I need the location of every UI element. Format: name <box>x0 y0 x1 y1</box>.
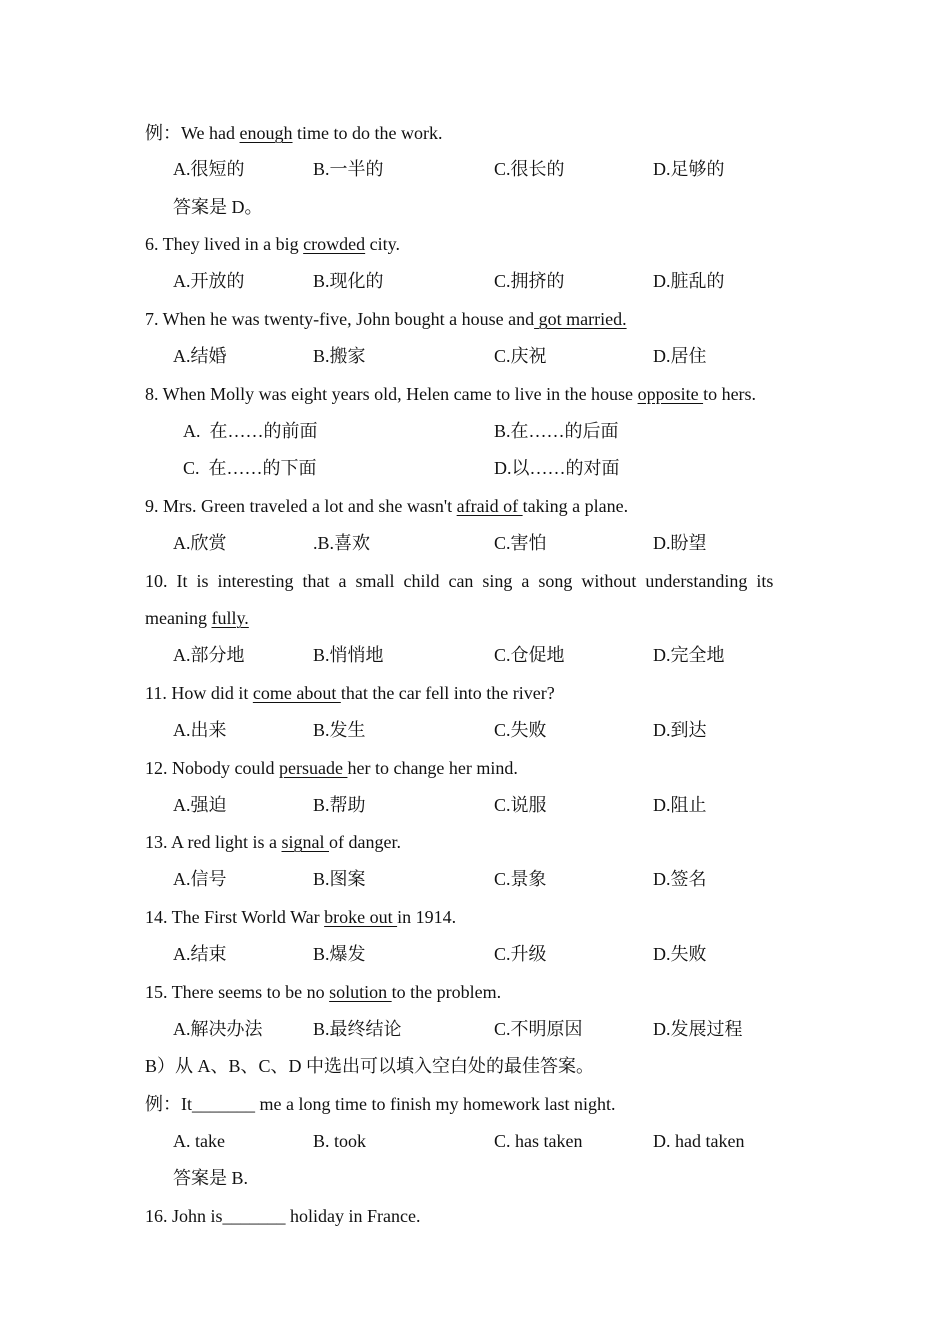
question-10-line2: meaning fully. <box>145 608 249 628</box>
option-b: B. took <box>313 1131 367 1151</box>
option-a: A.很短的 <box>173 159 245 179</box>
option-c: C.害怕 <box>494 533 547 553</box>
option-c: C.仓促地 <box>494 645 565 665</box>
option-a: A. take <box>173 1131 225 1151</box>
option-c: C.说服 <box>494 795 547 815</box>
option-d: D.足够的 <box>653 159 725 179</box>
option-a: A.结婚 <box>173 346 227 366</box>
option-d: D.失败 <box>653 944 707 964</box>
option-a: A.信号 <box>173 869 227 889</box>
option-a: A. 在……的前面 <box>183 421 318 441</box>
section-b-heading: B）从 A、B、C、D 中选出可以填入空白处的最佳答案。 <box>145 1056 595 1076</box>
question-7-options <box>0 345 950 367</box>
option-a: A.解决办法 <box>173 1019 263 1039</box>
question-8-options-row2 <box>0 457 950 479</box>
option-b: B.现化的 <box>313 271 384 291</box>
option-c: C.升级 <box>494 944 547 964</box>
option-a: A.强迫 <box>173 795 227 815</box>
option-a: A.部分地 <box>173 645 245 665</box>
question-9: 9. Mrs. Green traveled a lot and she wasn't afraid of taking a plane. <box>145 496 629 516</box>
option-d: D.盼望 <box>653 533 707 553</box>
option-b: B.最终结论 <box>313 1019 402 1039</box>
option-c: C.景象 <box>494 869 547 889</box>
question-14-options <box>0 943 950 965</box>
question-7: 7. When he was twenty-five, John bought a house and got married. <box>145 309 627 329</box>
question-13: 13. A red light is a signal of danger. <box>145 832 401 852</box>
question-6-options <box>0 270 950 292</box>
option-a: A.出来 <box>173 720 227 740</box>
underlined-word: got married. <box>534 309 627 329</box>
option-d: D.以……的对面 <box>494 458 620 478</box>
option-d: D.脏乱的 <box>653 271 725 291</box>
question-10-line1: 10. It is interesting that a small child can sing a song without understanding its <box>145 571 774 591</box>
underlined-word: come about <box>252 683 341 703</box>
option-c: C.失败 <box>494 720 547 740</box>
option-b: B.图案 <box>313 869 366 889</box>
option-b: B.悄悄地 <box>313 645 384 665</box>
option-b: B.发生 <box>313 720 366 740</box>
example-sentence: 例：We had enough time to do the work. <box>145 123 443 143</box>
option-c: C.很长的 <box>494 159 565 179</box>
question-15-options <box>0 1018 950 1040</box>
underlined-word: fully. <box>211 608 249 628</box>
question-12-options <box>0 794 950 816</box>
question-11: 11. How did it come about that the car fell into the river? <box>145 683 555 703</box>
question-10-options <box>0 644 950 666</box>
underlined-word: enough <box>239 123 293 143</box>
option-d: D.发展过程 <box>653 1019 743 1039</box>
option-a: A.欣赏 <box>173 533 227 553</box>
option-b: .B.喜欢 <box>313 533 371 553</box>
option-b: B.在……的后面 <box>494 421 619 441</box>
option-c: C. has taken <box>494 1131 583 1151</box>
option-b: B.搬家 <box>313 346 366 366</box>
question-16: 16. John is_______ holiday in France. <box>145 1206 421 1226</box>
section-b-example: 例：It_______ me a long time to finish my homework last night. <box>145 1094 616 1114</box>
question-14: 14. The First World War broke out in 1914. <box>145 907 457 927</box>
question-13-options <box>0 868 950 890</box>
question-8-options-row1 <box>0 420 950 442</box>
option-d: D.居住 <box>653 346 707 366</box>
underlined-word: afraid of <box>456 496 523 516</box>
option-b: B.帮助 <box>313 795 366 815</box>
option-a: A.开放的 <box>173 271 245 291</box>
option-d: D. had taken <box>653 1131 745 1151</box>
question-9-options <box>0 532 950 554</box>
underlined-word: crowded <box>303 234 366 254</box>
option-b: B.一半的 <box>313 159 384 179</box>
option-c: C. 在……的下面 <box>183 458 317 478</box>
option-d: D.阻止 <box>653 795 707 815</box>
underlined-word: solution <box>329 982 392 1002</box>
question-6: 6. They lived in a big crowded city. <box>145 234 400 254</box>
question-11-options <box>0 719 950 741</box>
option-d: D.完全地 <box>653 645 725 665</box>
option-d: D.签名 <box>653 869 707 889</box>
example-answer: 答案是 D。 <box>173 197 263 217</box>
option-c: C.庆祝 <box>494 346 547 366</box>
option-a: A.结束 <box>173 944 227 964</box>
question-8: 8. When Molly was eight years old, Helen came to live in the house opposite to hers. <box>145 384 757 404</box>
underlined-word: broke out <box>324 907 398 927</box>
example-options <box>0 158 950 180</box>
option-d: D.到达 <box>653 720 707 740</box>
underlined-word: signal <box>281 832 329 852</box>
question-15: 15. There seems to be no solution to the problem. <box>145 982 502 1002</box>
option-c: C.不明原因 <box>494 1019 583 1039</box>
option-b: B.爆发 <box>313 944 366 964</box>
option-c: C.拥挤的 <box>494 271 565 291</box>
underlined-word: opposite <box>637 384 704 404</box>
underlined-word: persuade <box>279 758 348 778</box>
section-b-example-options <box>0 1130 950 1152</box>
question-12: 12. Nobody could persuade her to change her mind. <box>145 758 518 778</box>
section-b-answer: 答案是 B. <box>173 1168 249 1188</box>
